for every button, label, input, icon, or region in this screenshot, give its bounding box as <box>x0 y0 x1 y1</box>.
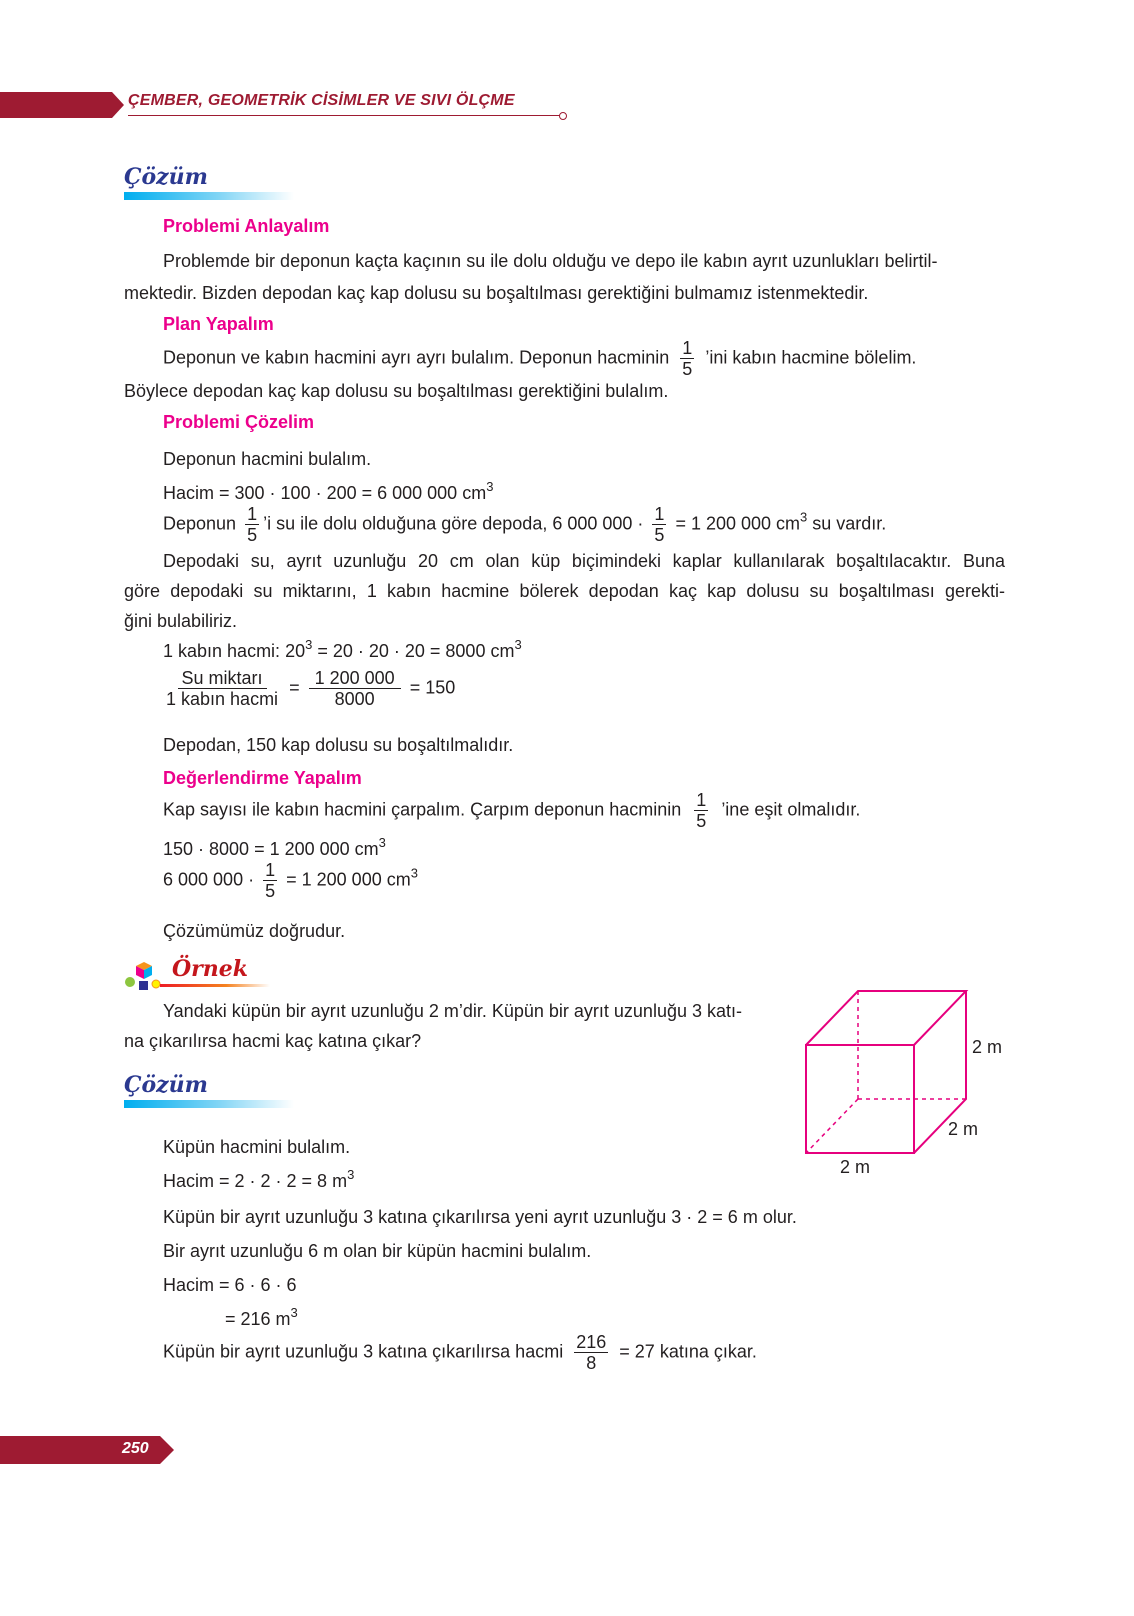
solution2-line3: Küpün bir ayrıt uzunluğu 3 katına çıkarılırsa yeni ayrıt uzunluğu 3 · 2 = 6 m olur. <box>163 1207 797 1227</box>
plan-line1-text-b: ’ini kabın hacmine bölelim. <box>705 347 917 368</box>
fraction-one-fifth: $\frac{1}{5}$ <box>247 504 258 545</box>
cube-height-label: 2 m <box>972 1037 1003 1057</box>
header-rule <box>128 115 560 116</box>
solution-title: Çözüm <box>124 164 208 190</box>
value-fraction: $\frac{1 200 000}{8000}$ <box>309 668 401 709</box>
chapter-title: ÇEMBER, GEOMETRİK CİSİMLER VE SIVI ÖLÇME <box>128 92 515 109</box>
evaluate-line3: 6 000 000 · $\frac{1}{5}$ = 1 200 000 $cm^3$ <box>163 860 418 901</box>
example-title-bar <box>160 984 270 987</box>
header-arrow <box>112 92 124 118</box>
example-line2: na çıkarılırsa hacmi kaç katına çıkar? <box>124 1031 422 1051</box>
header-band <box>0 92 112 118</box>
evaluate-heading: Değerlendirme Yapalım <box>163 768 362 788</box>
evaluate-line4: Çözümümüz doğrudur. <box>163 921 346 941</box>
solve-line3: Deponun $\frac{1}{5}$ ’i su ile dolu olduğuna göre depoda, 6 000 000 · $\frac{1}{5}$ = 1 200 000 $cm^3$ su vardır. <box>163 504 887 545</box>
solve-ratio: $\frac{\text{Su miktarı}}{\text{1 kabın hacmi}}$ = $\frac{1 200 000}{8000}$ = 150 <box>160 668 455 709</box>
example-icon <box>122 960 164 992</box>
solution2-line2: Hacim = 2 · 2 · 2 = 8 $m^3$ <box>163 1167 355 1191</box>
solution2-line4: Bir ayrıt uzunluğu 6 m olan bir küpün hacmini bulalım. <box>163 1241 592 1261</box>
solve-line5: göre depodaki su miktarını, 1 kabın hacmine bölerek depodan kaç kap dolusu su boşaltılması gerekti- <box>124 581 1005 601</box>
example-line1: Yandaki küpün bir ayrıt uzunluğu 2 m’dir. Küpün bir ayrıt uzunluğu 3 katı- <box>163 1001 742 1021</box>
fraction-one-fifth: $\frac{1}{5}$ <box>682 338 693 379</box>
page-number-arrow <box>160 1436 174 1464</box>
solve-line8: Depodan, 150 kap dolusu su boşaltılmalıdır. <box>163 735 514 755</box>
solve-line7: 1 kabın hacmi: $20^3 = 20 \cdot 20 \cdot 20 = 8000$ $cm^3$ <box>163 637 522 661</box>
cube-width-label: 2 m <box>840 1157 871 1175</box>
fraction-one-fifth: $\frac{1}{5}$ <box>654 504 665 545</box>
solution2-title: Çözüm <box>124 1072 208 1098</box>
solve-line1: Deponun hacmini bulalım. <box>163 449 372 469</box>
solution2-line6: = 216 $m^3$ <box>225 1305 298 1329</box>
solve-heading: Problemi Çözelim <box>163 412 315 432</box>
solve-line2: Hacim = 300 · 100 · 200 = 6 000 000 $cm^3$ <box>163 479 494 503</box>
cube-top-edges <box>806 991 966 1045</box>
evaluate-line2: 150 · 8000 = 1 200 000 $cm^3$ <box>163 835 386 859</box>
cube-hidden-edge <box>806 1099 858 1153</box>
plan-line1 <box>163 338 916 379</box>
solution2-line1: Küpün hacmini bulalım. <box>163 1137 351 1157</box>
solve-line6: ğini bulabiliriz. <box>124 611 238 631</box>
understand-line1: Problemde bir deponun kaçta kaçının su ile dolu olduğu ve depo ile kabın ayrıt uzunlukları belirtil- <box>163 251 938 271</box>
plan-line2: Böylece depodan kaç kap dolusu su boşaltılması gerektiğini bulalım. <box>124 381 669 401</box>
cube-depth-label: 2 m <box>948 1119 979 1139</box>
cube-figure <box>800 985 1020 1175</box>
page-number: 250 <box>122 1440 149 1457</box>
example-title: Örnek <box>172 956 248 982</box>
solution2-line5: Hacim = 6 · 6 · 6 <box>163 1275 297 1295</box>
solution-title-bar <box>124 192 294 200</box>
fraction-one-fifth: $\frac{1}{5}$ <box>265 860 276 901</box>
ratio-216-8: $\frac{216}{8}$ <box>576 1332 607 1373</box>
solve-line4: Depodaki su, ayrıt uzunluğu 20 cm olan küp biçimindeki kaplar kullanılarak boşaltılacaktır. Buna <box>163 551 1005 571</box>
solution2-line7: Küpün bir ayrıt uzunluğu 3 katına çıkarılırsa hacmi $\frac{216}{8}$ = 27 katına çıkar. <box>163 1332 757 1373</box>
understand-line2: mektedir. Bizden depodan kaç kap dolusu su boşaltılması gerektiğini bulmamız istenmektedir. <box>124 283 869 303</box>
ratio-fraction: $\frac{\text{Su miktarı}}{\text{1 kabın hacmi}}$ <box>166 668 279 709</box>
plan-line1-text-a: Deponun ve kabın hacmini ayrı ayrı bulalım. Deponun hacminin <box>163 347 670 368</box>
header-rule-dot <box>559 112 567 120</box>
evaluate-line1: Kap sayısı ile kabın hacmini çarpalım. Çarpım deponun hacminin $\frac{1}{5}$ ’ine eşit olmalıdır. <box>163 790 861 831</box>
plan-heading: Plan Yapalım <box>163 314 274 334</box>
fraction-one-fifth: $\frac{1}{5}$ <box>696 790 707 831</box>
understand-heading: Problemi Anlayalım <box>163 216 330 236</box>
solution2-title-bar <box>124 1100 294 1108</box>
